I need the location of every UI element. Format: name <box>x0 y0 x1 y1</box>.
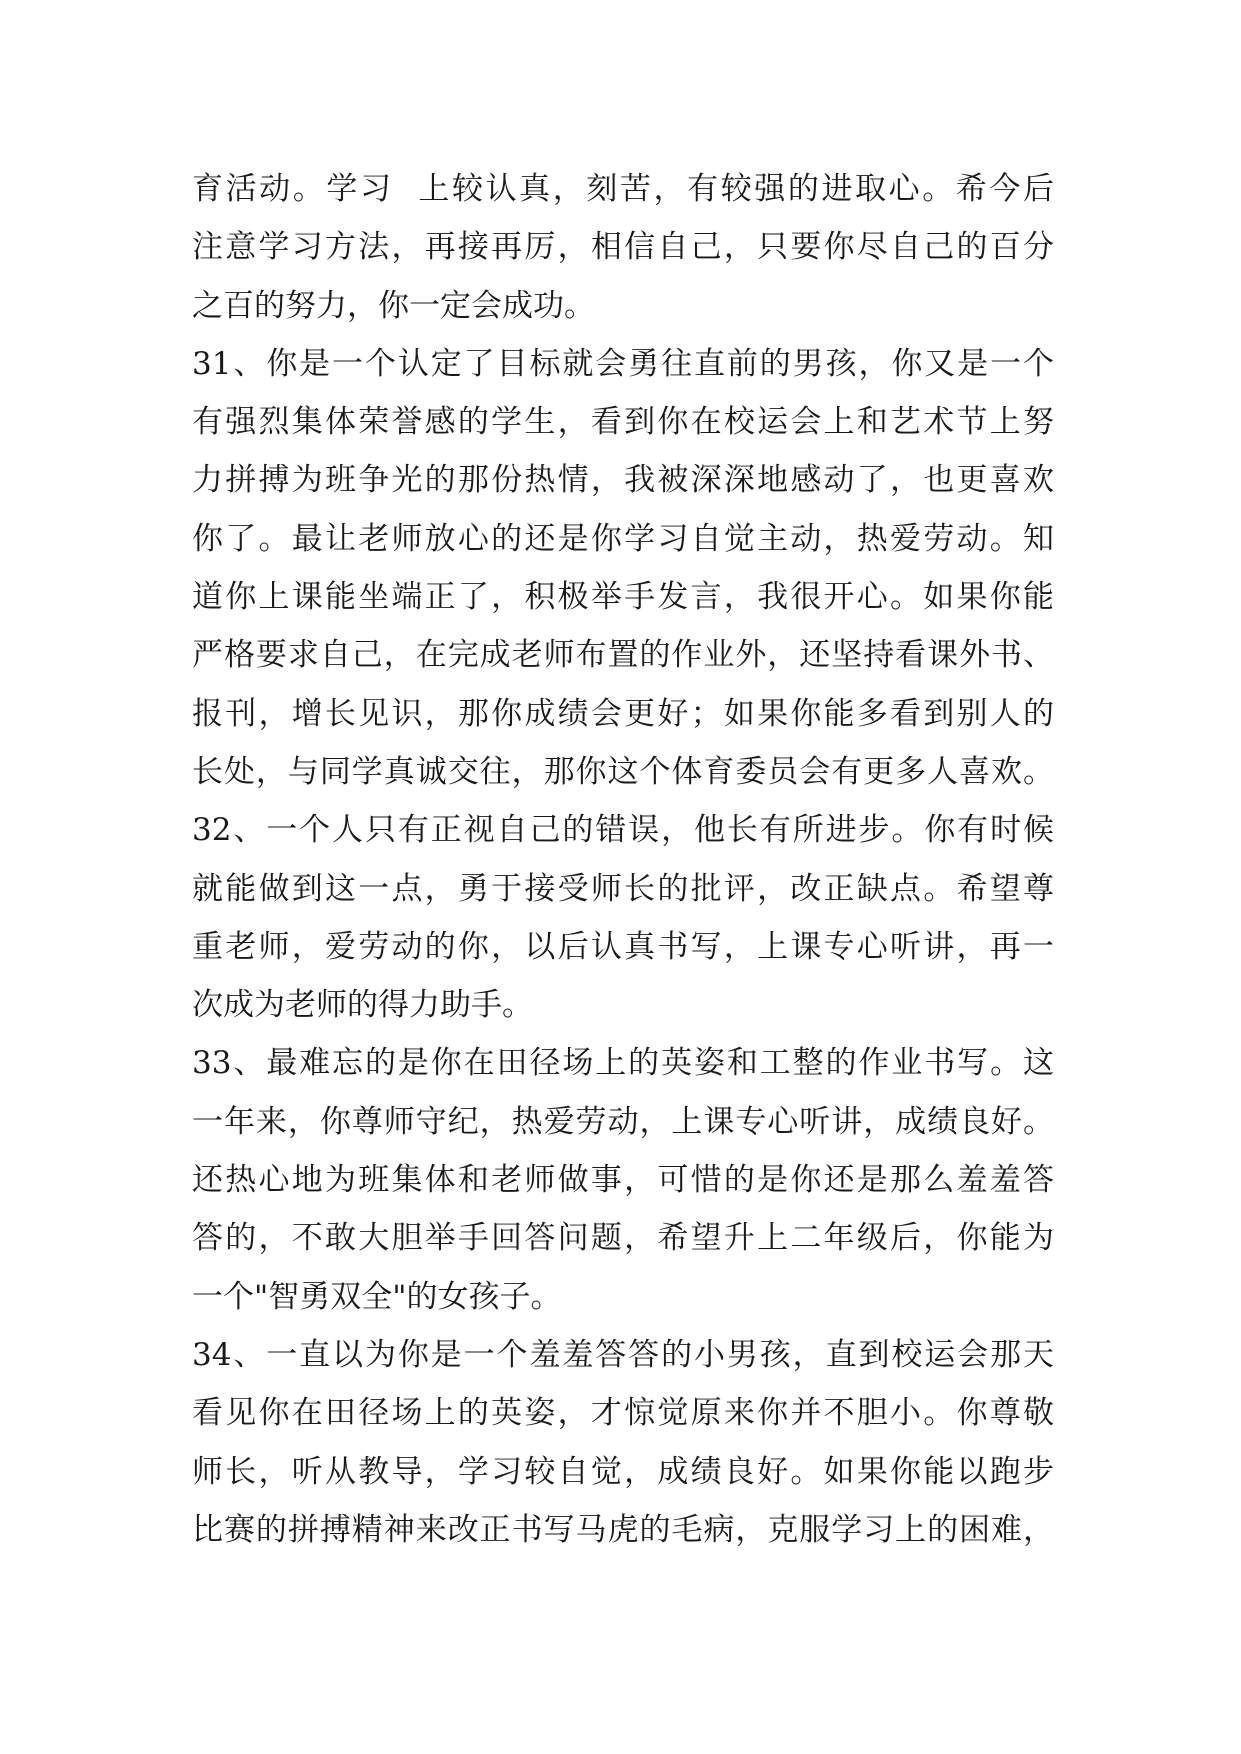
text-line: 之百的努力，你一定会成功。 <box>192 287 595 324</box>
text-line: 师长，听从教导，学习较自觉，成绩良好。如果你能以跑步 <box>192 1453 1054 1490</box>
text-line: 你了。最让老师放心的还是你学习自觉主动，热爱劳动。知 <box>192 520 1054 557</box>
text-line: 就能做到这一点，勇于接受师长的批评，改正缺点。希望尊 <box>192 870 1054 907</box>
text-line: 道你上课能坐端正了，积极举手发言，我很开心。如果你能 <box>192 579 1054 616</box>
text-line: 31、你是一个认定了目标就会勇往直前的男孩，你又是一个 <box>192 345 1054 382</box>
text-line: 有强烈集体荣誉感的学生，看到你在校运会上和艺术节上努 <box>192 404 1054 441</box>
text-line: 34、一直以为你是一个羞羞答答的小男孩，直到校运会那天 <box>192 1336 1054 1373</box>
text-line: 答的，不敢大胆举手回答问题，希望升上二年级后，你能为 <box>192 1220 1054 1257</box>
text-line: 力拼搏为班争光的那份热情，我被深深地感动了，也更喜欢 <box>192 462 1054 499</box>
text-line: 一个"智勇双全"的女孩子。 <box>192 1278 562 1315</box>
text-line: 32、一个人只有正视自己的错误，他长有所进步。你有时候 <box>192 812 1054 849</box>
text-line: 33、最难忘的是你在田径场上的英姿和工整的作业书写。这 <box>192 1045 1054 1082</box>
text-line: 比赛的拼搏精神来改正书写马虎的毛病，克服学习上的困难， <box>192 1511 1054 1548</box>
text-line: 看见你在田径场上的英姿，才惊觉原来你并不胆小。你尊敬 <box>192 1395 1054 1432</box>
text-line: 重老师，爱劳动的你，以后认真书写，上课专心听讲，再一 <box>192 928 1054 965</box>
text-line: 报刊，增长见识，那你成绩会更好；如果你能多看到别人的 <box>192 695 1054 732</box>
text-line: 严格要求自己，在完成老师布置的作业外，还坚持看课外书、 <box>192 637 1054 674</box>
text-line: 一年来，你尊师守纪，热爱劳动，上课专心听讲，成绩良好。 <box>192 1103 1054 1140</box>
text-line: 育活动。学习 上较认真，刻苦，有较强的进取心。希今后 <box>192 171 1054 207</box>
text-line: 长处，与同学真诚交往，那你这个体育委员会有更多人喜欢。 <box>192 753 1054 790</box>
text-line: 还热心地为班集体和老师做事，可惜的是你还是那么羞羞答 <box>192 1162 1054 1199</box>
text-line: 注意学习方法，再接再厉，相信自己，只要你尽自己的百分 <box>192 229 1054 266</box>
text-line: 次成为老师的得力助手。 <box>192 987 533 1024</box>
body-text <box>192 160 1054 1559</box>
